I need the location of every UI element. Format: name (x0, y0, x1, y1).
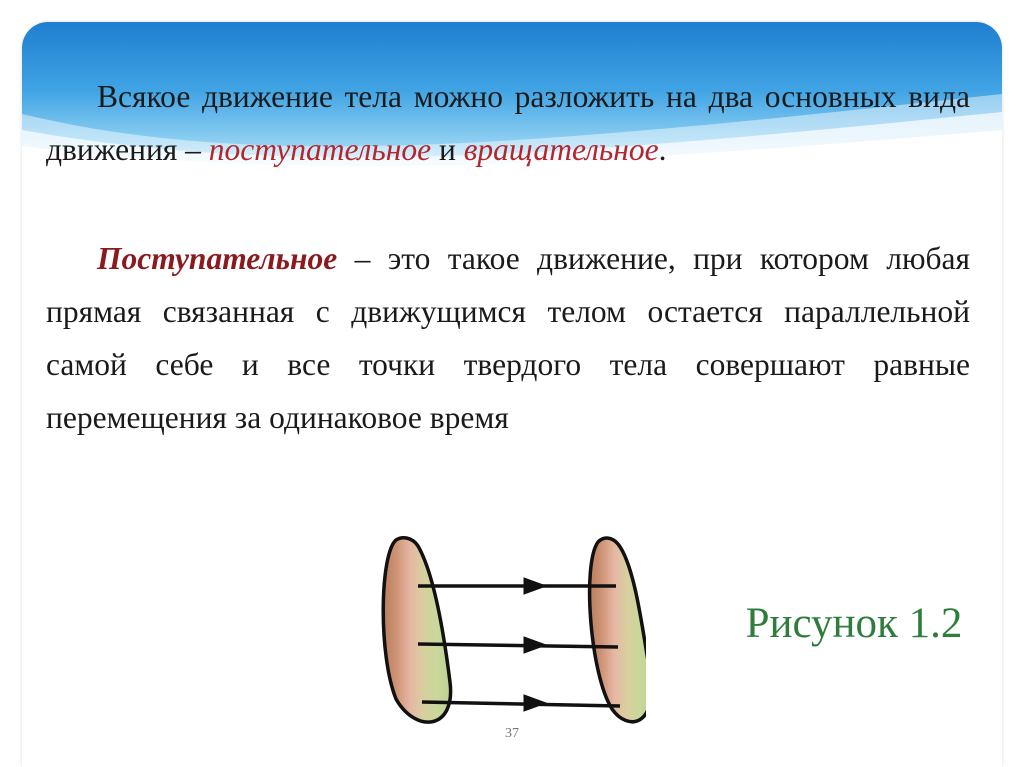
intro-text-and: и (431, 132, 464, 167)
figure-caption: Рисунок 1.2 (745, 600, 963, 647)
body-final-position (590, 538, 646, 722)
term-translational: поступательное (208, 132, 432, 167)
displacement-line-middle (418, 644, 618, 647)
arrow-right-icon (524, 637, 546, 653)
arrow-right-icon (524, 578, 546, 594)
definition-text: – это такое движение, при котором любая прямая связанная с движущимся телом остается параллельной самой себе и все точки твердого тела совершают равные перемещения за одинаковое время (46, 241, 970, 435)
definition-term: Поступательное (97, 241, 338, 276)
intro-text-start: Всякое движение тела можно разложить на два основных вида движения – (46, 79, 970, 167)
term-rotational: вращательное (463, 132, 659, 167)
slide (22, 22, 1002, 767)
body-initial-position (383, 538, 450, 722)
translational-motion-figure (376, 534, 646, 734)
intro-paragraph (46, 70, 970, 176)
definition-paragraph (46, 232, 970, 444)
displacement-line-bottom (422, 702, 620, 706)
page-number: 37 (505, 726, 519, 741)
intro-text-end: . (658, 132, 667, 167)
arrow-right-icon (524, 695, 546, 711)
